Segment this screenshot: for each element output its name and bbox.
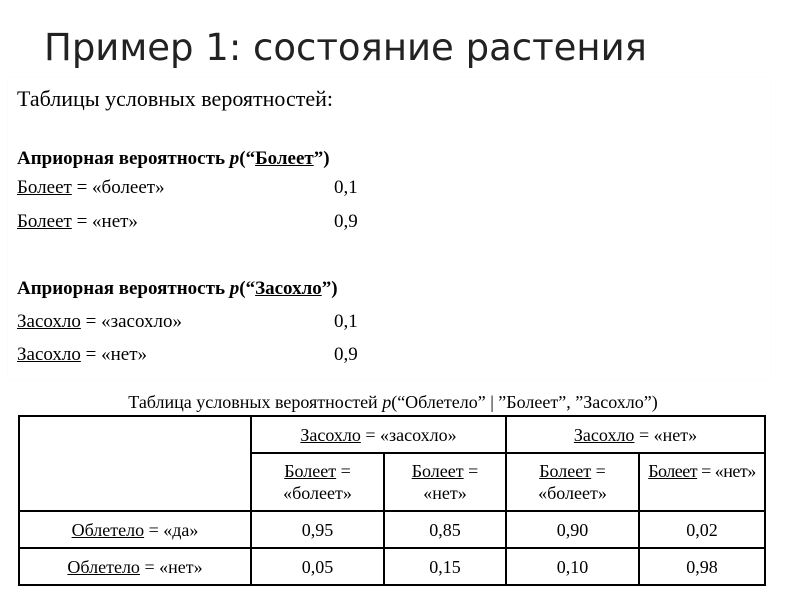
prior-zasohlo-row-2-label: Засохло = «нет» xyxy=(17,344,148,365)
prior-bolet-row-1-label: Болеет = «болеет» xyxy=(17,177,165,198)
cpt-sub-header-2: Болеет = «нет» xyxy=(384,453,506,511)
cpt-corner-cell xyxy=(19,416,251,511)
cpt-caption: Таблица условных вероятностей p(“Облетело” | ”Болеет”, ”Засохло”) xyxy=(128,392,658,412)
slide-title: Пример 1: состояние растения xyxy=(44,26,647,69)
cpt-row-header-1: Облетело = «да» xyxy=(19,511,251,548)
prior-zasohlo-row-2-value: 0,9 xyxy=(334,344,358,365)
cpt-cell: 0,90 xyxy=(506,511,639,548)
cpt-cell: 0,98 xyxy=(639,548,765,585)
cpt-cell: 0,10 xyxy=(506,548,639,585)
cpt-cell: 0,05 xyxy=(251,548,384,585)
cpt-row-header-2: Облетело = «нет» xyxy=(19,548,251,585)
prior-bolet-row-2-label: Болеет = «нет» xyxy=(17,211,138,232)
subtitle: Таблицы условных вероятностей: xyxy=(17,86,333,111)
cpt-cell: 0,95 xyxy=(251,511,384,548)
cpt-sub-header-4: Болеет = «нет» xyxy=(639,453,765,511)
cpt-cell: 0,15 xyxy=(384,548,506,585)
cpt-group-header-1: Засохло = «засохло» xyxy=(251,416,506,453)
prior-zasohlo-row-1-label: Засохло = «засохло» xyxy=(17,311,183,332)
cpt-table xyxy=(18,415,766,586)
cpt-sub-header-3: Болеет = «болеет» xyxy=(506,453,639,511)
prior-zasohlo-heading: Априорная вероятность p(“Засохло”) xyxy=(17,278,338,299)
cpt-cell: 0,85 xyxy=(384,511,506,548)
cpt-cell: 0,02 xyxy=(639,511,765,548)
prior-bolet-row-2-value: 0,9 xyxy=(334,211,358,232)
cpt-group-header-2: Засохло = «нет» xyxy=(506,416,765,453)
cpt-sub-header-1: Болеет = «болеет» xyxy=(251,453,384,511)
prior-bolet-row-1-value: 0,1 xyxy=(334,177,358,198)
prior-zasohlo-row-1-value: 0,1 xyxy=(334,311,358,332)
prior-bolet-heading: Априорная вероятность p(“Болеет”) xyxy=(17,148,330,169)
